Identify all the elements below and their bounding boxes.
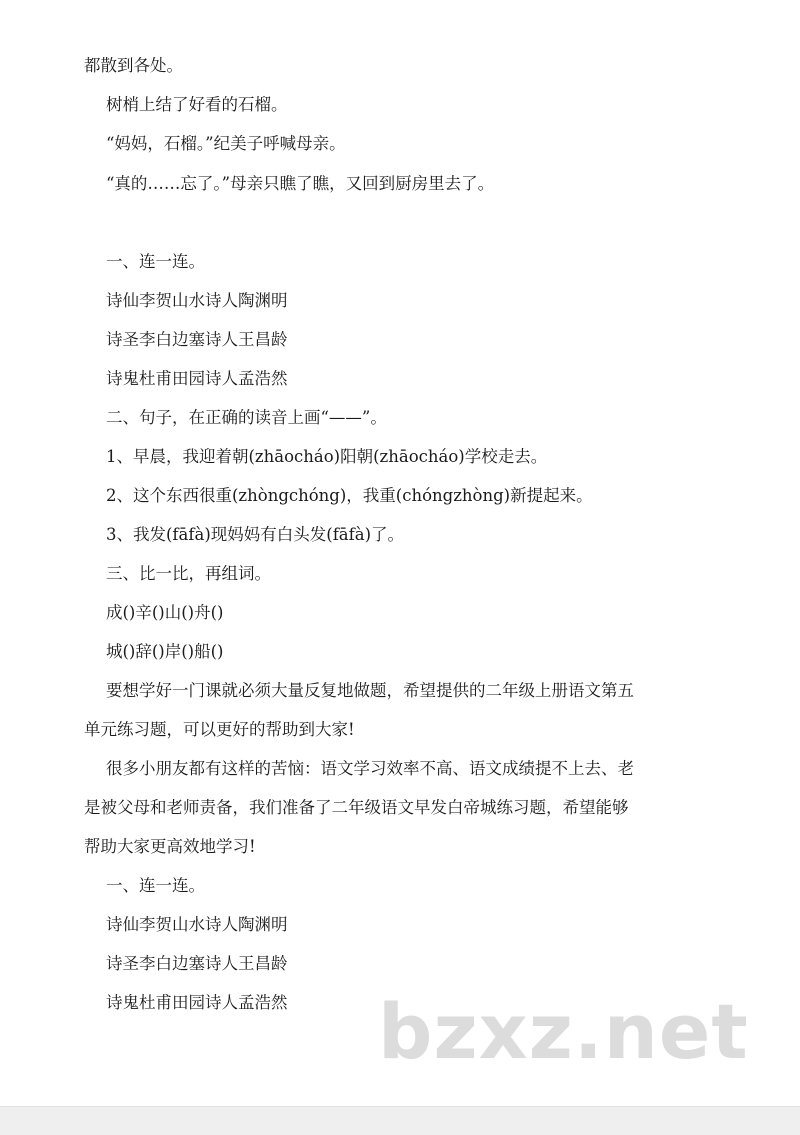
text-line: 3、我发(fāfà)现妈妈有白头发(fāfà)了。 [106, 525, 405, 544]
section-heading: 一、连一连。 [106, 252, 205, 271]
text-line: 诗圣李白边塞诗人王昌龄 [106, 954, 288, 973]
text-line: “真的……忘了。”母亲只瞧了瞧，又回到厨房里去了。 [106, 174, 495, 193]
paragraph-line: 单元练习题，可以更好的帮助到大家! [84, 720, 355, 739]
paragraph-line: 帮助大家更高效地学习! [84, 837, 256, 856]
paragraph-line: 是被父母和老师责备，我们准备了二年级语文早发白帝城练习题，希望能够 [84, 798, 629, 817]
section-heading: 二、句子，在正确的读音上画“——”。 [106, 408, 387, 427]
section-heading: 三、比一比，再组词。 [106, 564, 271, 583]
paragraph-line: 很多小朋友都有这样的苦恼：语文学习效率不高、语文成绩提不上去、老 [106, 759, 634, 778]
text-line: 诗仙李贺山水诗人陶渊明 [106, 291, 288, 310]
text-line: 诗鬼杜甫田园诗人孟浩然 [106, 993, 288, 1012]
text-line: 2、这个东西很重(zhòngchóng)，我重(chóngzhòng)新提起来。 [106, 486, 593, 505]
text-line: 诗仙李贺山水诗人陶渊明 [106, 915, 288, 934]
text-line: 都散到各处。 [84, 56, 183, 75]
text-line: 树梢上结了好看的石榴。 [106, 95, 288, 114]
section-heading: 一、连一连。 [106, 876, 205, 895]
text-line: 城()辞()岸()船() [106, 642, 224, 661]
watermark-logo: bzxz.net [378, 987, 749, 1076]
page-bottom-gutter [0, 1106, 800, 1135]
text-line: 诗圣李白边塞诗人王昌龄 [106, 330, 288, 349]
text-line: 诗鬼杜甫田园诗人孟浩然 [106, 369, 288, 388]
paragraph-line: 要想学好一门课就必须大量反复地做题，希望提供的二年级上册语文第五 [106, 681, 634, 700]
text-line: “妈妈，石榴。”纪美子呼喊母亲。 [106, 134, 346, 153]
text-line: 1、早晨，我迎着朝(zhāocháo)阳朝(zhāocháo)学校走去。 [106, 447, 548, 466]
text-line: 成()辛()山()舟() [106, 603, 224, 622]
